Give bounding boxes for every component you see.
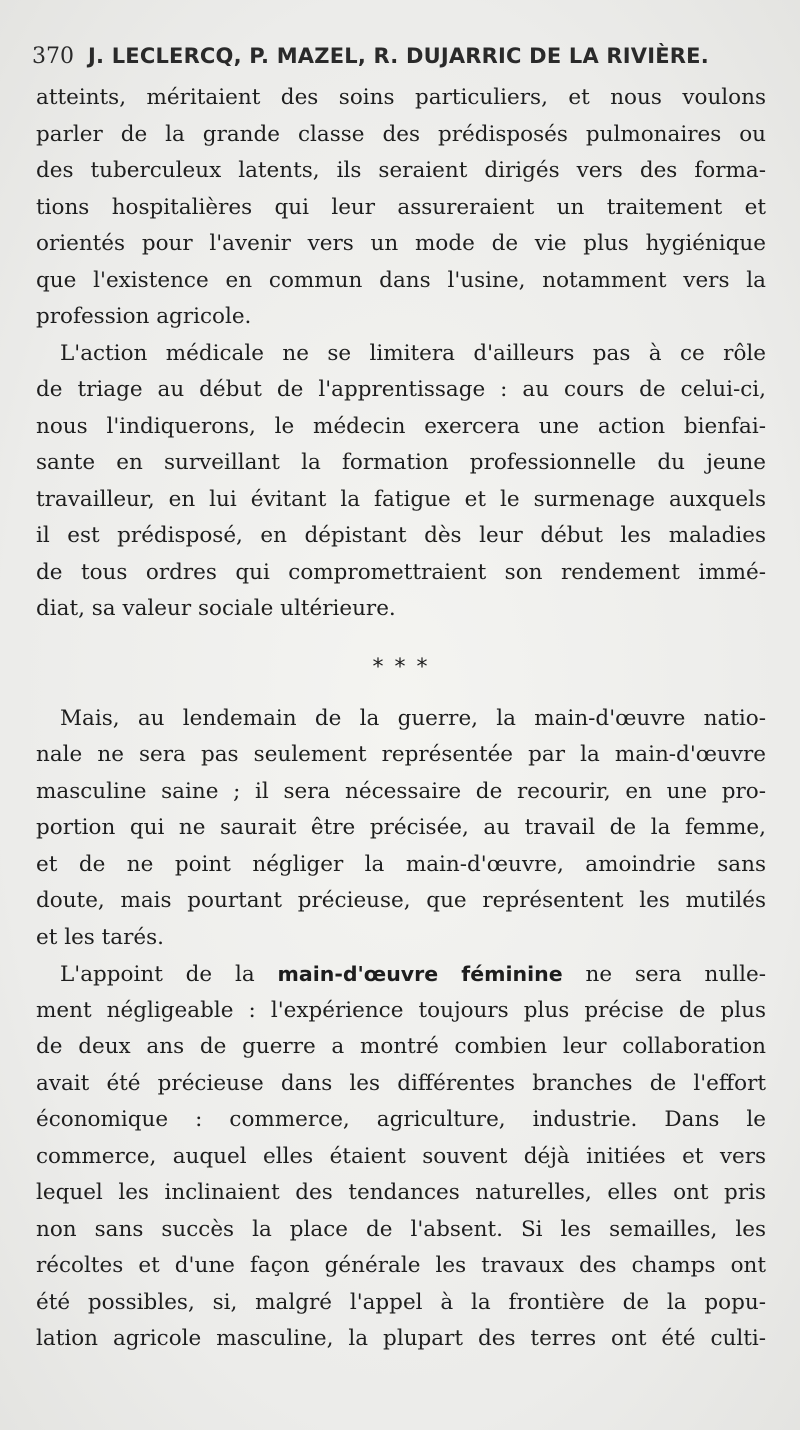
- text-line: nous l'indiquerons, le médecin exercera une action bienfai-: [36, 413, 766, 439]
- text-line: masculine saine ; il sera nécessaire de recourir, en une pro-: [36, 778, 766, 804]
- text-line: récoltes et d'une façon générale les travaux des champs ont: [36, 1253, 766, 1278]
- running-head: [32, 44, 772, 78]
- text-line: avait été précieuse dans les différentes branches de l'effort: [36, 1070, 766, 1096]
- paragraph: [36, 956, 766, 1358]
- page-number: 370: [32, 44, 74, 69]
- text-line: travailleur, en lui évitant la fatigue et le surmenage auxquels: [36, 486, 766, 512]
- text-line: des tuberculeux latents, ils seraient dirigés vers des forma-: [36, 158, 766, 183]
- body-text: [36, 80, 766, 1358]
- running-head-authors: J. LECLERCQ, P. MAZEL, R. DUJARRIC DE LA RIVIÈRE.: [88, 44, 709, 68]
- text-line: de deux ans de guerre a montré combien leur collaboration: [36, 1034, 766, 1059]
- section-separator: [36, 628, 766, 701]
- text-line: profession agricole.: [36, 304, 252, 329]
- text-line: lequel les inclinaient des tendances naturelles, elles ont pris: [36, 1180, 766, 1205]
- text-line: lation agricole masculine, la plupart des terres ont été culti-: [36, 1326, 766, 1351]
- text-line: commerce, auquel elles étaient souvent déjà initiées et vers: [36, 1143, 766, 1169]
- text-line: orientés pour l'avenir vers un mode de vie plus hygiénique: [36, 231, 766, 256]
- text-line: été possibles, si, malgré l'appel à la frontière de la popu-: [36, 1289, 766, 1315]
- text-line: tions hospitalières qui leur assureraient un traitement et: [36, 194, 766, 220]
- text-line: doute, mais pourtant précieuse, que représentent les mutilés: [36, 888, 766, 913]
- text-line: sante en surveillant la formation professionnelle du jeune: [36, 450, 766, 475]
- text-line: il est prédisposé, en dépistant dès leur début les maladies: [36, 523, 766, 548]
- text-line: non sans succès la place de l'absent. Si les semailles, les: [36, 1216, 766, 1242]
- text-line: nale ne sera pas seulement représentée par la main-d'œuvre: [36, 742, 766, 767]
- text-run: L'appoint de la: [60, 962, 278, 987]
- text-run: ne sera nulle-: [562, 962, 766, 987]
- text-line: de tous ordres qui compromettraient son rendement immé-: [36, 559, 766, 585]
- text-line: diat, sa valeur sociale ultérieure.: [36, 596, 396, 621]
- text-line: ment négligeable : l'expérience toujours plus précise de plus: [36, 997, 766, 1023]
- text-line: et les tarés.: [36, 924, 164, 950]
- text-line: de triage au début de l'apprentissage : au cours de celui-ci,: [36, 377, 766, 402]
- text-line: portion qui ne saurait être précisée, au travail de la femme,: [36, 815, 766, 840]
- asterism: * * *: [372, 654, 430, 680]
- text-line: Mais, au lendemain de la guerre, la main-d'œuvre natio-: [60, 705, 766, 731]
- text-line: et de ne point négliger la main-d'œuvre, amoindrie sans: [36, 851, 766, 877]
- text-line: atteints, méritaient des soins particuliers, et nous voulons: [36, 85, 766, 110]
- paragraph: [36, 701, 766, 957]
- text-line: que l'existence en commun dans l'usine, notamment vers la: [36, 267, 766, 293]
- paragraph: [36, 80, 766, 336]
- text-line: parler de la grande classe des prédisposés pulmonaires ou: [36, 121, 766, 147]
- text-line: L'action médicale ne se limitera d'ailleurs pas à ce rôle: [60, 340, 766, 366]
- bold-term: main-d'œuvre féminine: [277, 962, 563, 986]
- paragraph: [36, 336, 766, 628]
- text-line: [36, 956, 766, 993]
- text-line: économique : commerce, agriculture, industrie. Dans le: [36, 1107, 766, 1132]
